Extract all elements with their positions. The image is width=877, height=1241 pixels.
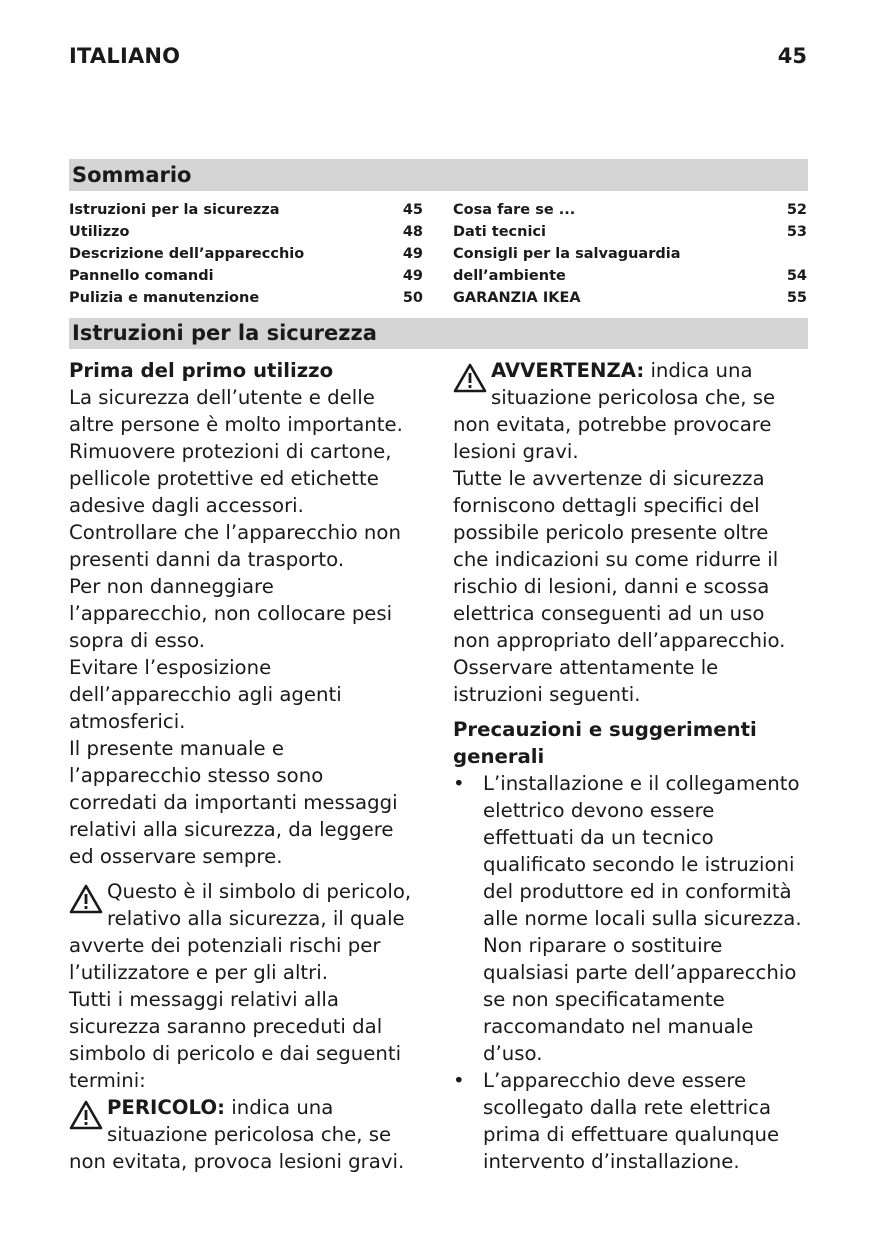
danger-symbol-paragraph: Questo è il simbolo di pericolo, relativo alla sicurezza, il quale avverte dei potenziali rischi per l’utilizzatore e per gli altri. Tutti i messaggi relativi alla sicurezza saranno preceduti dal simbolo di pericolo e dai seguenti termini:	[69, 880, 412, 1092]
warning-triangle-icon	[69, 1094, 107, 1121]
toc-entry[interactable]: Descrizione dell’apparecchio 49	[69, 246, 423, 262]
safety-section-title: Istruzioni per la sicurezza	[69, 318, 808, 349]
toc-entry[interactable]: Consigli per la salvaguardia	[453, 246, 681, 262]
toc-entry[interactable]: Istruzioni per la sicurezza 45	[69, 202, 423, 218]
first-use-heading: Prima del primo utilizzo	[69, 359, 334, 382]
warning-triangle-icon	[69, 878, 107, 905]
toc-entry[interactable]: GARANZIA IKEA 55	[453, 290, 807, 306]
language-header: ITALIANO	[69, 44, 181, 68]
toc-entry[interactable]: Pulizia e manutenzione 50	[69, 290, 423, 306]
list-item: • L’installazione e il collegamento elettrico devono essere effettuati da un tecnico qualificato secondo le istruzioni del produttore ed in conformità alle norme locali sulla sicurezza. Non riparare o sostituire qualsiasi parte dell’apparecchio se non specificatamente raccomandato nel manuale d’uso.	[453, 772, 802, 1065]
toc-entry[interactable]: Utilizzo 48	[69, 224, 423, 240]
right-text-column	[453, 357, 809, 1175]
toc-left-column	[69, 199, 423, 309]
danger-definition: PERICOLO: indica una situazione pericolosa che, se non evitata, provoca lesioni gravi.	[69, 1096, 405, 1173]
toc-entry[interactable]: Cosa fare se ... 52	[453, 202, 807, 218]
toc-entry[interactable]: Pannello comandi 49	[69, 268, 423, 284]
page-number: 45	[777, 44, 807, 68]
toc-entry[interactable]: Dati tecnici 53	[453, 224, 807, 240]
precautions-list	[453, 770, 809, 1175]
toc-title: Sommario	[69, 159, 808, 191]
toc-entry[interactable]: dell’ambiente 54	[453, 268, 807, 284]
warning-triangle-icon	[453, 357, 491, 384]
toc-right-column	[453, 199, 807, 309]
left-text-column	[69, 357, 431, 1175]
bullet-marker: •	[453, 772, 465, 795]
list-item: • L’apparecchio deve essere scollegato dalla rete elettrica prima di effettuare qualunque intervento d’installazione.	[453, 1069, 780, 1173]
precautions-heading: Precauzioni e suggerimenti generali	[453, 718, 757, 768]
warning-definition: AVVERTENZA: indica una situazione pericolosa che, se non evitata, potrebbe provocare lesioni gravi. Tutte le avvertenze di sicurezza forniscono dettagli specifici del possibile pericolo presente oltre che indicazioni su come ridurre il rischio di lesioni, danni e scossa elettrica conseguenti ad un uso non appropriato dell’apparecchio. Osservare attentamente le istruzioni seguenti.	[453, 359, 786, 706]
bullet-marker: •	[453, 1069, 465, 1092]
first-use-text: La sicurezza dell’utente e delle altre persone è molto importante. Rimuovere protezioni di cartone, pellicole protettive ed etichette adesive dagli accessori. Controllare che l’apparecchio non presenti danni da trasporto. Per non danneggiare l’apparecchio, non collocare pesi sopra di esso. Evitare l’esposizione dell’apparecchio agli agenti atmosferici. Il presente manuale e l’apparecchio stesso sono corredati da importanti messaggi relativi alla sicurezza, da leggere ed osservare sempre.	[69, 386, 403, 868]
